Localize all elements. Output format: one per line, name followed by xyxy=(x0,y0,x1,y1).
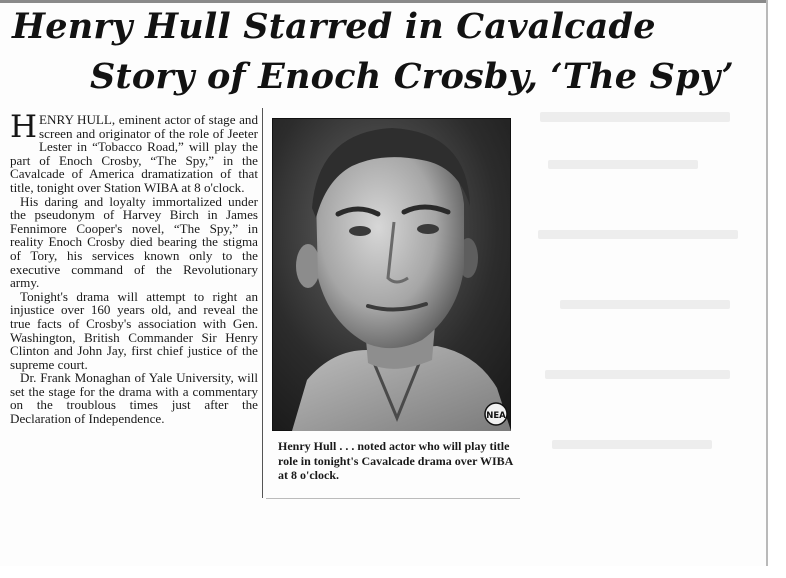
drop-cap: H xyxy=(10,109,38,145)
portrait-image xyxy=(272,118,511,431)
headline-line-1: Henry Hull Starred in Cavalcade xyxy=(12,6,656,47)
article-paragraph xyxy=(10,109,258,195)
bleed-through-smudge xyxy=(538,230,738,239)
column-rule xyxy=(262,108,263,498)
photo-caption: Henry Hull . . . noted actor who will play title role in tonight's Cavalcade drama over WIBA at 8 o'clock. xyxy=(278,439,513,483)
headline-line-2: Story of Enoch Crosby, ‘The Spy’ xyxy=(90,56,735,97)
bleed-through-smudge xyxy=(560,300,730,309)
bleed-through-smudge xyxy=(552,440,712,449)
photo-credit-badge: NEA xyxy=(486,411,506,421)
article-paragraph: Dr. Frank Monaghan of Yale University, will set the stage for the drama with a commentary on the troublous times just after the Declaration of Independence. xyxy=(10,370,258,427)
bleed-through-smudge xyxy=(548,160,698,169)
bottom-rule xyxy=(266,498,520,499)
portrait-photo xyxy=(272,118,511,431)
bleed-through-smudge xyxy=(540,112,730,122)
article-paragraph: His daring and loyalty immortalized under the pseudonym of Harvey Birch in James Fennimore Cooper's novel, “The Spy,” in reality Enoch Crosby died bearing the stigma of Tory, his services known only to the executive command of the Revolutionary army. xyxy=(10,193,258,291)
article-body xyxy=(10,109,258,427)
article-paragraph: Tonight's drama will attempt to right an injustice over 160 years old, and reveal the true facts of Crosby's association with Gen. Washington, British Commander Sir Henry Clinton and John Jay, first chief justice of the supreme court. xyxy=(10,288,258,372)
top-border xyxy=(0,0,768,3)
right-border xyxy=(766,0,768,566)
bleed-through-smudge xyxy=(545,370,730,379)
article-paragraph-text: ENRY HULL, eminent actor of stage and screen and originator of the role of Jeeter Lester in “Tobacco Road,” will play the part of Enoch Crosby, “The Spy,” in the Cavalcade of America dramatization of that title, tonight over Station WIBA at 8 o'clock. xyxy=(10,112,258,195)
